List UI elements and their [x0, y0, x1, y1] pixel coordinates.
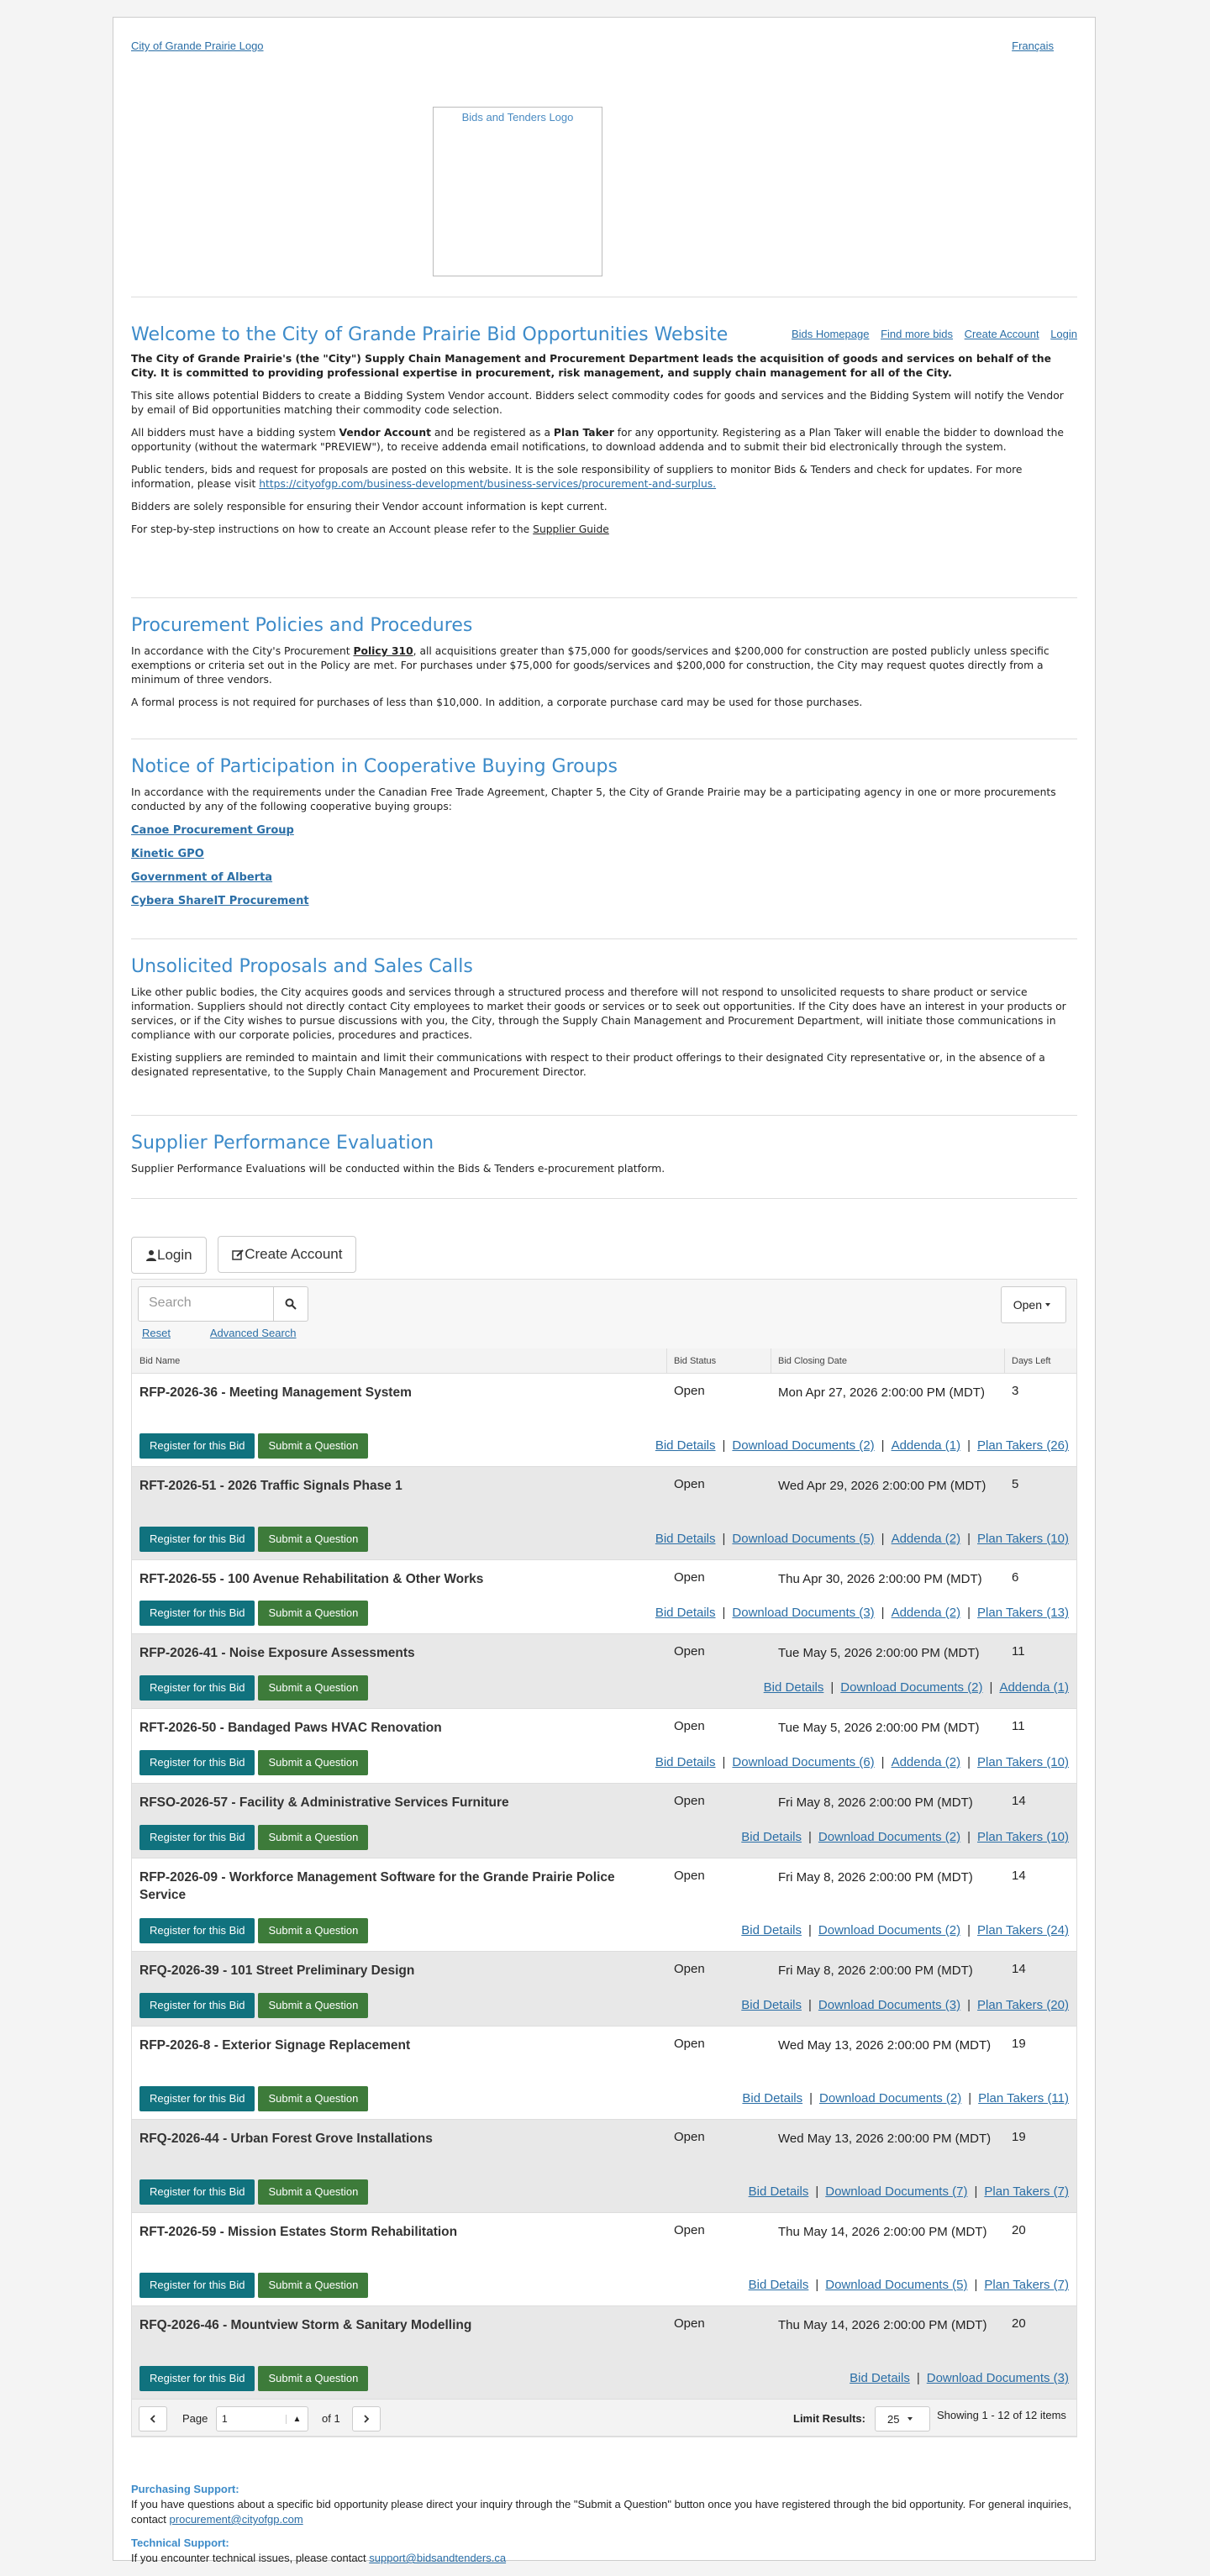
bid-name[interactable]: RFT-2026-59 - Mission Estates Storm Rehabilitation [139, 2225, 458, 2239]
bid-status: Open [674, 1962, 705, 1976]
bid-row-link[interactable]: Download Documents (3) [732, 1606, 875, 1620]
login-button[interactable] [131, 1237, 207, 1274]
table-row [132, 2213, 1076, 2306]
bid-row-link[interactable]: Download Documents (5) [825, 2278, 968, 2292]
coop-group-link[interactable]: Canoe Procurement Group [131, 824, 294, 837]
register-for-bid-button[interactable]: Register for this Bid [139, 1750, 255, 1775]
bid-row-link[interactable]: Plan Takers (20) [977, 1998, 1069, 2012]
link-separator: | [808, 1830, 812, 1844]
link-separator: | [722, 1606, 726, 1620]
bid-days-left: 11 [1012, 1644, 1025, 1659]
page-number-input[interactable] [216, 2406, 308, 2431]
link-separator: | [830, 1680, 834, 1695]
nav-login[interactable]: Login [1050, 328, 1077, 340]
bid-row-link[interactable]: Bid Details [742, 2091, 803, 2105]
caret-down-icon [906, 2416, 914, 2422]
page-label: Page [182, 2412, 208, 2425]
status-filter-dropdown[interactable] [1001, 1286, 1066, 1323]
welcome-title: Welcome to the City of Grande Prairie Bid Opportunities Website [131, 324, 729, 345]
bid-links [655, 1438, 1069, 1453]
bid-row-link[interactable]: Bid Details [763, 1680, 824, 1695]
bid-days-left: 19 [1012, 2130, 1026, 2144]
bid-row-link[interactable]: Bid Details [655, 1438, 716, 1453]
bid-status: Open [674, 1384, 705, 1398]
bid-row-link[interactable]: Plan Takers (10) [977, 1532, 1069, 1546]
bid-actions [139, 1918, 371, 1943]
bid-closing-date: Tue May 5, 2026 2:00:00 PM (MDT) [778, 1721, 980, 1735]
bid-days-left: 6 [1012, 1570, 1019, 1585]
bid-name[interactable]: RFQ-2026-46 - Mountview Storm & Sanitary Modelling [139, 2318, 472, 2332]
top-bar [131, 18, 1077, 110]
bid-closing-date: Mon Apr 27, 2026 2:00:00 PM (MDT) [778, 1385, 985, 1400]
bid-row-link[interactable]: Bid Details [655, 1606, 716, 1620]
limit-results-dropdown[interactable] [875, 2406, 930, 2431]
text: In accordance with the City's Procurement [131, 645, 354, 657]
submit-question-button[interactable]: Submit a Question [258, 1675, 368, 1701]
submit-question-button[interactable]: Submit a Question [258, 1601, 368, 1626]
bid-actions [139, 1675, 371, 1701]
table-row [132, 1709, 1076, 1784]
bid-row-link[interactable]: Download Documents (2) [819, 2091, 962, 2105]
bid-row-link[interactable]: Bid Details [748, 2184, 809, 2199]
bid-row-link[interactable]: Bid Details [741, 1923, 802, 1937]
procurement-info-link[interactable]: https://cityofgp.com/business-development/business-services/procurement-and-surplus. [259, 478, 717, 490]
nav-find-more-bids[interactable]: Find more bids [881, 328, 954, 340]
coop-group-link[interactable]: Cybera ShareIT Procurement [131, 895, 309, 907]
login-button-label: Login [157, 1246, 192, 1263]
bid-row-link[interactable]: Bid Details [748, 2278, 809, 2292]
bid-actions [139, 1825, 371, 1850]
welcome-paragraph-5 [131, 523, 1077, 537]
cooperative-title: Notice of Participation in Cooperative Buying Groups [131, 756, 618, 777]
bid-closing-date: Tue May 5, 2026 2:00:00 PM (MDT) [778, 1646, 980, 1660]
divider [131, 938, 1077, 939]
bid-row-link[interactable]: Addenda (2) [891, 1755, 961, 1769]
bid-links [741, 1830, 1069, 1844]
nav-bids-homepage[interactable]: Bids Homepage [791, 328, 870, 340]
bids-table-body [132, 1374, 1076, 2400]
link-separator: | [815, 2184, 819, 2199]
bid-status: Open [674, 2316, 705, 2331]
technical-support-title: Technical Support: [131, 2537, 229, 2549]
submit-question-button[interactable]: Submit a Question [258, 1433, 368, 1459]
page-inner [131, 18, 1077, 2564]
table-row [132, 1374, 1076, 1467]
bid-name[interactable]: RFQ-2026-39 - 101 Street Preliminary Design [139, 1964, 415, 1978]
bid-row-link[interactable]: Plan Takers (7) [984, 2184, 1069, 2199]
search-links [142, 1327, 334, 1339]
bid-days-left: 19 [1012, 2037, 1026, 2051]
bid-days-left: 14 [1012, 1869, 1026, 1883]
link-separator: | [881, 1755, 885, 1769]
link-separator: | [722, 1532, 726, 1546]
register-for-bid-button[interactable]: Register for this Bid [139, 1993, 255, 2018]
bid-closing-date: Thu May 14, 2026 2:00:00 PM (MDT) [778, 2225, 987, 2239]
bid-name[interactable]: RFQ-2026-44 - Urban Forest Grove Installations [139, 2132, 433, 2146]
purchasing-support [131, 2483, 1077, 2527]
bid-status: Open [674, 1869, 705, 1883]
table-row [132, 2120, 1076, 2213]
bid-row-link[interactable]: Plan Takers (11) [978, 2091, 1069, 2105]
plan-taker-term: Plan Taker [553, 427, 614, 439]
link-separator: | [815, 2278, 819, 2292]
policies-paragraph-1 [131, 644, 1077, 687]
bid-row-link[interactable]: Addenda (1) [999, 1680, 1069, 1695]
bid-days-left: 14 [1012, 1962, 1026, 1976]
cooperative-section [131, 739, 1077, 918]
register-for-bid-button[interactable]: Register for this Bid [139, 1527, 255, 1552]
performance-section [131, 1115, 1077, 1199]
bid-actions [139, 1433, 371, 1459]
bid-days-left: 20 [1012, 2223, 1026, 2237]
user-icon [145, 1249, 157, 1261]
bid-closing-date: Wed Apr 29, 2026 2:00:00 PM (MDT) [778, 1479, 986, 1493]
purchasing-support-title: Purchasing Support: [131, 2483, 239, 2495]
bid-links [655, 1755, 1069, 1769]
link-separator: | [967, 1606, 971, 1620]
bids-nav [783, 328, 1077, 340]
bid-closing-date: Thu May 14, 2026 2:00:00 PM (MDT) [778, 2318, 987, 2332]
register-for-bid-button[interactable]: Register for this Bid [139, 1601, 255, 1626]
bids-tenders-logo: Bids and Tenders Logo [433, 107, 602, 276]
welcome-intro: The City of Grande Prairie's (the "City") Supply Chain Management and Procurement Department leads the acquisition of goods and services on behalf of the City. It is committed to providing professional expertise in procurement, risk management, and supply chain management for all of the City. [131, 353, 1051, 379]
link-separator: | [916, 2371, 920, 2385]
bid-row-link[interactable]: Download Documents (7) [825, 2184, 968, 2199]
cooperative-groups-list [131, 824, 1077, 907]
bid-actions [139, 1993, 371, 2018]
link-separator: | [974, 2184, 978, 2199]
nav-create-account[interactable]: Create Account [964, 328, 1039, 340]
bid-name[interactable]: RFP-2026-41 - Noise Exposure Assessments [139, 1646, 415, 1660]
register-for-bid-button[interactable]: Register for this Bid [139, 1433, 255, 1459]
limit-results-value: 25 [887, 2412, 900, 2426]
bid-row-link[interactable]: Bid Details [850, 2371, 910, 2385]
chevron-up-icon[interactable]: ▲ [286, 2415, 308, 2424]
bids-panel [131, 1279, 1077, 2437]
bid-status: Open [674, 1794, 705, 1808]
bid-row-link[interactable]: Download Documents (2) [840, 1680, 983, 1695]
submit-question-button[interactable]: Submit a Question [258, 1825, 368, 1850]
bid-actions [139, 2086, 371, 2111]
bid-row-link[interactable]: Addenda (1) [891, 1438, 961, 1453]
account-buttons [131, 1236, 1077, 1274]
advanced-search-link[interactable]: Advanced Search [209, 1327, 297, 1339]
create-account-button[interactable] [218, 1236, 356, 1273]
column-header-bid-status[interactable]: Bid Status [667, 1348, 771, 1373]
coop-group-link[interactable]: Government of Alberta [131, 871, 273, 884]
bid-name[interactable]: RFT-2026-50 - Bandaged Paws HVAC Renovation [139, 1721, 442, 1735]
divider [131, 597, 1077, 598]
bid-days-left: 20 [1012, 2316, 1026, 2331]
bid-row-link[interactable]: Download Documents (2) [818, 1830, 961, 1844]
submit-question-button[interactable]: Submit a Question [258, 1918, 368, 1943]
bid-status: Open [674, 1644, 705, 1659]
table-row [132, 2027, 1076, 2120]
table-row [132, 1467, 1076, 1560]
welcome-paragraph-4: Bidders are solely responsible for ensuring their Vendor account information is kept current. [131, 501, 608, 513]
chevron-right-icon [363, 2415, 370, 2423]
reset-link[interactable]: Reset [142, 1327, 171, 1339]
table-row [132, 2306, 1076, 2400]
bid-row-link[interactable]: Plan Takers (24) [977, 1923, 1069, 1937]
bid-row-link[interactable]: Plan Takers (13) [977, 1606, 1069, 1620]
page-number-value: 1 [222, 2413, 228, 2425]
bid-row-link[interactable]: Bid Details [655, 1755, 716, 1769]
bid-links [850, 2371, 1069, 2385]
bid-name[interactable]: RFP-2026-09 - Workforce Management Software for the Grande Prairie Police Service [139, 1870, 615, 1902]
showing-count: Showing 1 - 12 of 12 items [937, 2409, 1066, 2421]
bid-days-left: 5 [1012, 1477, 1019, 1491]
column-header-days-left[interactable]: Days Left [1012, 1356, 1051, 1366]
link-separator: | [881, 1606, 885, 1620]
bid-row-link[interactable]: Addenda (2) [891, 1606, 961, 1620]
submit-question-button[interactable]: Submit a Question [258, 2179, 368, 2205]
unsolicited-paragraph-1: Like other public bodies, the City acquires goods and services through a structured process and therefore will not respond to unsolicited requests to share product or service information. Suppliers should not directly contact City employees to market their goods or services or to seek out opportunities. If the City does have an interest in your products or services, or if the City wishes to pursue discussions with you, the City, through the Supply Chain Management and Procurement Department, will initiate those communications in compliance with our corporate policies, procedures and practices. [131, 986, 1066, 1041]
link-separator: | [967, 1923, 971, 1937]
bid-actions [139, 2273, 371, 2298]
limit-results-label: Limit Results: [793, 2412, 865, 2425]
bid-status: Open [674, 2037, 705, 2051]
table-row [132, 1858, 1076, 1952]
bid-row-link[interactable]: Download Documents (2) [732, 1438, 875, 1453]
bid-links [764, 1680, 1069, 1695]
caret-down-icon [1042, 1301, 1054, 1308]
bid-closing-date: Fri May 8, 2026 2:00:00 PM (MDT) [778, 1964, 973, 1978]
search-bar [132, 1280, 1076, 1348]
bid-links [741, 1998, 1069, 2012]
link-separator: | [967, 1438, 971, 1453]
link-separator: | [808, 1998, 812, 2012]
cooperative-paragraph: In accordance with the requirements under the Canadian Free Trade Agreement, Chapter 5, the City of Grande Prairie may be a participating agency in one or more procurements conducted by any of the following cooperative buying groups: [131, 786, 1056, 812]
link-separator: | [967, 1532, 971, 1546]
register-for-bid-button[interactable]: Register for this Bid [139, 1675, 255, 1701]
divider [131, 1115, 1077, 1116]
link-separator: | [989, 1680, 993, 1695]
bid-row-link[interactable]: Download Documents (3) [818, 1998, 961, 2012]
supplier-guide-link[interactable]: Supplier Guide [533, 523, 609, 535]
technical-support [131, 2537, 1077, 2566]
policies-section [131, 597, 1077, 710]
register-for-bid-button[interactable]: Register for this Bid [139, 2273, 255, 2298]
bid-row-link[interactable]: Bid Details [741, 1998, 802, 2012]
next-page-button[interactable] [352, 2406, 381, 2431]
bid-days-left: 14 [1012, 1794, 1026, 1808]
submit-question-button[interactable]: Submit a Question [258, 2366, 368, 2391]
link-separator: | [808, 1923, 812, 1937]
page-container [113, 17, 1096, 2564]
bid-closing-date: Thu Apr 30, 2026 2:00:00 PM (MDT) [778, 1572, 982, 1586]
bid-row-link[interactable]: Plan Takers (10) [977, 1755, 1069, 1769]
search-icon [285, 1298, 297, 1310]
bid-actions [139, 1750, 371, 1775]
bid-links [655, 1532, 1069, 1546]
text: All bidders must have a bidding system [131, 427, 339, 439]
unsolicited-section [131, 938, 1077, 1080]
procurement-email-link[interactable]: procurement@cityofgp.com [169, 2513, 303, 2526]
bid-row-link[interactable]: Bid Details [741, 1830, 802, 1844]
bid-closing-date: Fri May 8, 2026 2:00:00 PM (MDT) [778, 1870, 973, 1885]
bid-status: Open [674, 1477, 705, 1491]
bid-status: Open [674, 1719, 705, 1733]
vendor-account-term: Vendor Account [339, 427, 431, 439]
submit-question-button[interactable]: Submit a Question [258, 1993, 368, 2018]
link-separator: | [722, 1755, 726, 1769]
policies-title: Procurement Policies and Procedures [131, 615, 473, 636]
bid-closing-date: Wed May 13, 2026 2:00:00 PM (MDT) [778, 2132, 992, 2146]
bid-links [742, 2091, 1069, 2105]
bid-name[interactable]: RFSO-2026-57 - Facility & Administrative Services Furniture [139, 1795, 509, 1810]
bid-status: Open [674, 1570, 705, 1585]
bid-links [749, 2184, 1069, 2199]
bid-links [655, 1606, 1069, 1620]
text: If you encounter technical issues, please contact [131, 2552, 370, 2564]
bid-name[interactable]: RFT-2026-51 - 2026 Traffic Signals Phase 1 [139, 1479, 402, 1493]
bid-actions [139, 1601, 371, 1626]
text: for any opportunity. Registering as a Plan Taker will enable the bidder to download the opportunity (without the watermark "PREVIEW"), to receive addenda email notifications, to download addenda and to submit their bid electronically through the system. [131, 427, 1064, 453]
table-row [132, 1634, 1076, 1709]
column-header-closing-date[interactable]: Bid Closing Date [771, 1348, 1005, 1373]
bid-row-link[interactable]: Addenda (2) [891, 1532, 961, 1546]
link-separator: | [809, 2091, 813, 2105]
city-logo-link[interactable]: City of Grande Prairie Logo [131, 39, 264, 52]
bid-row-link[interactable]: Plan Takers (7) [984, 2278, 1069, 2292]
bid-status: Open [674, 2130, 705, 2144]
text: Public tenders, bids and request for proposals are posted on this website. It is the sole responsibility of suppliers to monitor Bids & Tenders and check for updates. For more information, please visit [131, 464, 1023, 490]
link-separator: | [968, 2091, 972, 2105]
status-filter-value: Open [1013, 1298, 1042, 1312]
link-separator: | [722, 1438, 726, 1453]
policies-paragraph-2: A formal process is not required for purchases of less than $10,000. In addition, a corporate purchase card may be used for those purchases. [131, 697, 863, 708]
table-row [132, 1952, 1076, 2027]
text: For step-by-step instructions on how to create an Account please refer to the [131, 523, 534, 535]
bid-links [749, 2278, 1069, 2292]
submit-question-button[interactable]: Submit a Question [258, 2086, 368, 2111]
page-count: of 1 [322, 2412, 340, 2425]
bid-links [741, 1923, 1069, 1937]
bid-row-link[interactable]: Plan Takers (10) [977, 1830, 1069, 1844]
search-button[interactable] [273, 1286, 308, 1322]
create-account-button-label: Create Account [245, 1246, 343, 1262]
link-separator: | [967, 1998, 971, 2012]
search-input[interactable]: Search [138, 1286, 274, 1322]
bid-name[interactable]: RFT-2026-55 - 100 Avenue Rehabilitation & Other Works [139, 1572, 484, 1586]
technical-support-text [131, 2551, 1077, 2566]
bid-actions [139, 2179, 371, 2205]
bid-row-link[interactable]: Download Documents (2) [818, 1923, 961, 1937]
policy-310-link[interactable]: Policy 310 [353, 645, 413, 657]
register-for-bid-button[interactable]: Register for this Bid [139, 2366, 255, 2391]
bid-name[interactable]: RFP-2026-36 - Meeting Management System [139, 1385, 412, 1400]
table-row [132, 1560, 1076, 1634]
performance-paragraph: Supplier Performance Evaluations will be conducted within the Bids & Tenders e-procurement platform. [131, 1163, 666, 1175]
bids-table-header [132, 1348, 1076, 1374]
coop-group-link[interactable]: Kinetic GPO [131, 848, 204, 860]
bid-closing-date: Fri May 8, 2026 2:00:00 PM (MDT) [778, 1795, 973, 1810]
link-separator: | [967, 1830, 971, 1844]
bid-row-link[interactable]: Download Documents (5) [732, 1532, 875, 1546]
performance-title: Supplier Performance Evaluation [131, 1133, 434, 1154]
divider [131, 1198, 1077, 1199]
bid-row-link[interactable]: Plan Takers (26) [977, 1438, 1069, 1453]
bid-row-link[interactable]: Bid Details [655, 1532, 716, 1546]
previous-page-button[interactable] [139, 2406, 167, 2431]
purchasing-support-text [131, 2497, 1077, 2527]
bid-days-left: 11 [1012, 1719, 1025, 1733]
pagination-bar [132, 2400, 1076, 2437]
link-separator: | [967, 1755, 971, 1769]
bid-row-link[interactable]: Download Documents (6) [732, 1755, 875, 1769]
welcome-section [131, 297, 1077, 537]
register-for-bid-button[interactable]: Register for this Bid [139, 1825, 255, 1850]
unsolicited-title: Unsolicited Proposals and Sales Calls [131, 956, 473, 977]
link-separator: | [974, 2278, 978, 2292]
register-for-bid-button[interactable]: Register for this Bid [139, 2179, 255, 2205]
column-header-bid-name[interactable]: Bid Name [132, 1348, 667, 1373]
text: and be registered as a [430, 427, 554, 439]
welcome-paragraph-3 [131, 463, 1077, 492]
link-separator: | [881, 1532, 885, 1546]
welcome-paragraph-2 [131, 426, 1077, 455]
bid-days-left: 3 [1012, 1384, 1019, 1398]
bid-actions [139, 1527, 371, 1552]
submit-question-button[interactable]: Submit a Question [258, 2273, 368, 2298]
table-row [132, 1784, 1076, 1858]
welcome-paragraph-1: This site allows potential Bidders to create a Bidding System Vendor account. Bidders select commodity codes for goods and services and the Bidding System will notify the Vendor by email of Bid opportunities matching their commodity code selection. [131, 390, 1064, 416]
chevron-left-icon [150, 2415, 156, 2423]
link-separator: | [881, 1438, 885, 1453]
submit-question-button[interactable]: Submit a Question [258, 1750, 368, 1775]
bid-name[interactable]: RFP-2026-8 - Exterior Signage Replacement [139, 2038, 411, 2053]
register-for-bid-button[interactable]: Register for this Bid [139, 1918, 255, 1943]
text: , all acquisitions greater than $75,000 for goods/services and $200,000 for construction are posted publicly unless specific exemptions or criteria set out in the Policy are met. For purchases under $75,000 for goods/services and $200,000 for construction, the City may request quotes directly from a minimum of three vendors. [131, 645, 1050, 686]
register-for-bid-button[interactable]: Register for this Bid [139, 2086, 255, 2111]
unsolicited-paragraph-2: Existing suppliers are reminded to maintain and limit their communications with respect to their product offerings to their designated City representative or, in the absence of a designated representative, to the Supply Chain Management and Procurement Director. [131, 1052, 1045, 1078]
bid-row-link[interactable]: Download Documents (3) [926, 2371, 1069, 2385]
edit-icon [232, 1249, 245, 1261]
language-toggle-link[interactable]: Français [1012, 39, 1054, 52]
support-email-link[interactable]: support@bidsandtenders.ca [369, 2552, 507, 2564]
submit-question-button[interactable]: Submit a Question [258, 1527, 368, 1552]
bid-actions [139, 2366, 371, 2391]
text: If you have questions about a specific bid opportunity please direct your inquiry through the "Submit a Question" button once you have registered through the bid opportunity. For general inquiries, contact [131, 2498, 1072, 2526]
bid-status: Open [674, 2223, 705, 2237]
bid-closing-date: Wed May 13, 2026 2:00:00 PM (MDT) [778, 2038, 992, 2053]
